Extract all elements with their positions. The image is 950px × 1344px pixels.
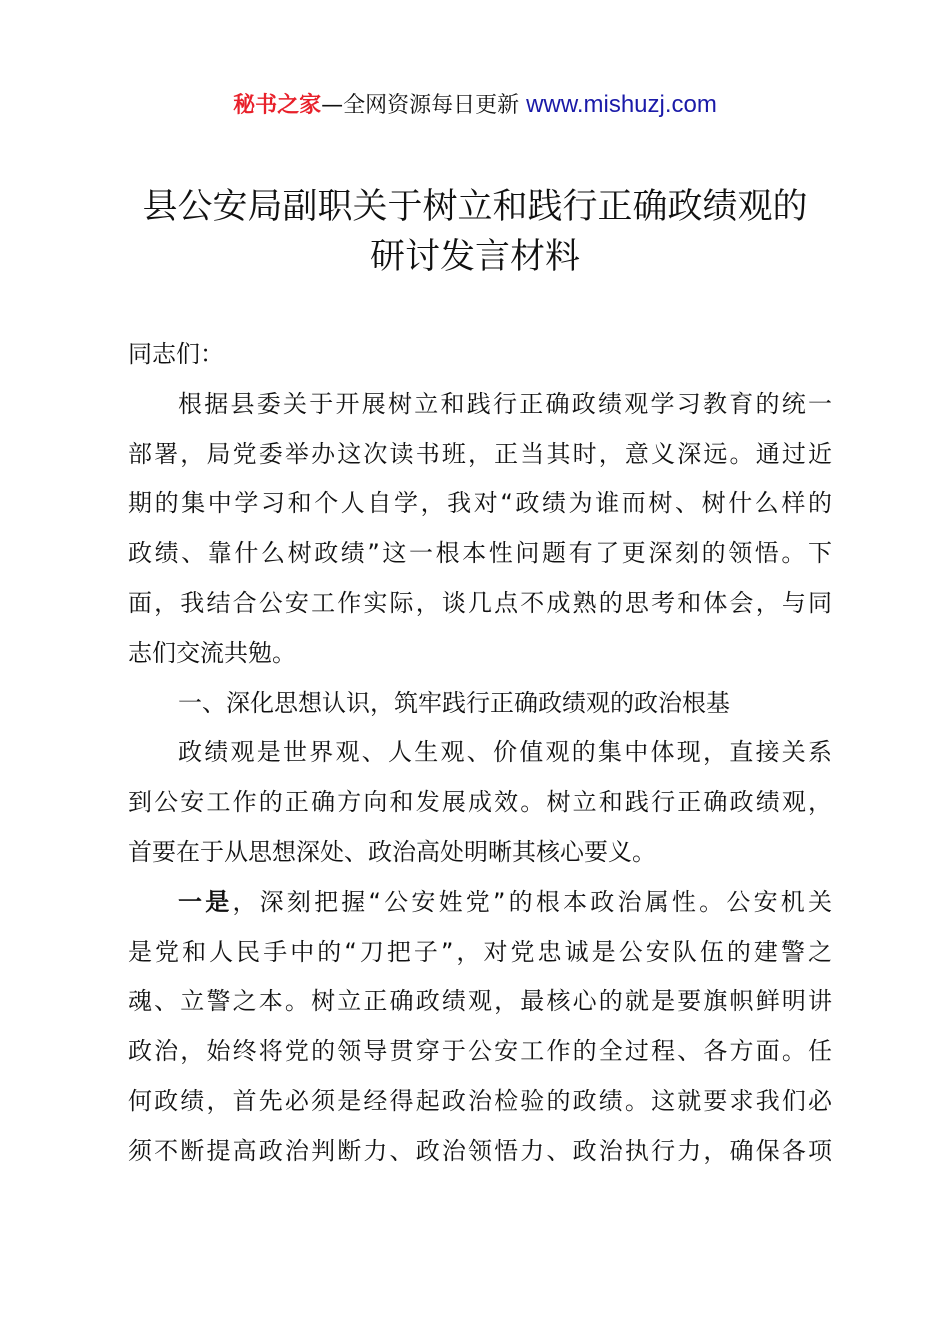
title-line-1: 县公安局副职关于树立和践行正确政绩观的 xyxy=(142,187,808,227)
paragraph-line: 根据县委关于开展树立和践行正确政绩观学习教育的统一 xyxy=(178,389,832,418)
paragraph-line: 政治，始终将党的领导贯穿于公安工作的全过程、各方面。任 xyxy=(128,1037,832,1066)
section-heading: 一、深化思想认识，筑牢践行正确政绩观的政治根基 xyxy=(178,688,730,717)
paragraph-line: 须不断提高政治判断力、政治领悟力、政治执行力，确保各项 xyxy=(128,1136,832,1165)
paragraph-line: 何政绩，首先必须是经得起政治检验的政绩。这就要求我们必 xyxy=(128,1086,832,1115)
paragraph-line: 志们交流共勉。 xyxy=(128,638,296,667)
paragraph-line: 部署，局党委举办这次读书班，正当其时，意义深远。通过近 xyxy=(128,439,832,468)
site-url-link[interactable]: www.mishuzj.com xyxy=(526,91,717,118)
paragraph-line: 到公安工作的正确方向和发展成效。树立和践行正确政绩观， xyxy=(128,788,832,817)
brand-name: 秘书之家 xyxy=(233,93,322,118)
paragraph-line: 魂、立警之本。树立正确政绩观，最核心的就是要旗帜鲜明讲 xyxy=(128,987,832,1016)
paragraph-text: ，深刻把握“公安姓党”的根本政治属性。公安机关 xyxy=(232,887,833,916)
paragraph-line: 政绩、靠什么树政绩”这一根本性问题有了更深刻的领悟。下 xyxy=(128,539,832,568)
document-title xyxy=(0,182,950,282)
paragraph-line: 面，我结合公安工作实际，谈几点不成熟的思考和体会，与同 xyxy=(128,588,832,617)
paragraph-line: 政绩观是世界观、人生观、价值观的集中体现，直接关系 xyxy=(178,738,832,767)
document-body xyxy=(128,330,832,1177)
paragraph-line: 是党和人民手中的“刀把子”，对党忠诚是公安队伍的建警之 xyxy=(128,937,832,966)
paragraph-line: 期的集中学习和个人自学，我对“政绩为谁而树、树什么样的 xyxy=(128,489,832,518)
title-line-2: 研讨发言材料 xyxy=(369,237,580,277)
paragraph-line: 首要在于从思想深处、政治高处明晰其核心要义。 xyxy=(128,837,656,866)
salutation: 同志们： xyxy=(128,340,224,368)
paragraph-line xyxy=(128,878,832,928)
header-tagline: —全网资源每日更新 xyxy=(321,93,527,118)
point-lead: 一是 xyxy=(178,887,233,916)
site-header xyxy=(0,88,950,119)
